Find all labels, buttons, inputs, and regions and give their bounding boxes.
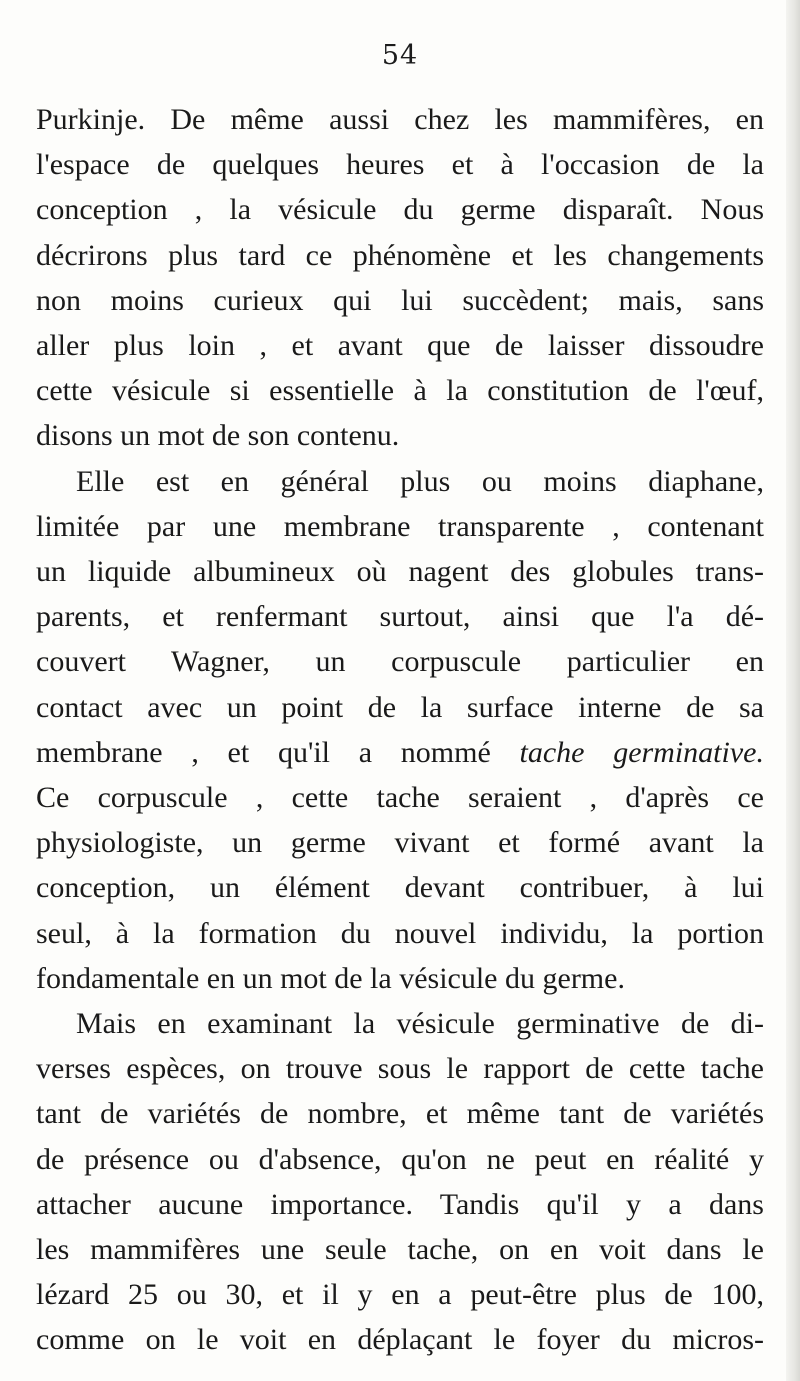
text-line: tant de variétés de nombre, et même tant de variétés [36, 1097, 764, 1131]
text-line: Ce corpuscule , cette tache seraient , d'après ce [36, 781, 764, 814]
text-line: Elle est en général plus ou moins diaphane, [76, 464, 764, 498]
text-line: verses espèces, on trouve sous le rapport de cette tache [36, 1052, 764, 1086]
text-line: décrirons plus tard ce phénomène et les changements [36, 238, 764, 272]
text-line: couvert Wagner, un corpuscule particulier en [36, 645, 764, 679]
text-line: attacher aucune importance. Tandis qu'il y a dans [36, 1187, 764, 1221]
text-line: lézard 25 ou 30, et il y en a peut-être plus de 100, [36, 1278, 764, 1312]
text-line: contact avec un point de la surface interne de sa [36, 690, 764, 724]
text-line: disons un mot de son contenu. [36, 419, 400, 453]
text-line: conception, un élément devant contribuer, à lui [36, 871, 764, 905]
text-line: un liquide albumineux où nagent des globules trans- [36, 555, 764, 588]
text-line-italic: tache germinative. [519, 735, 764, 769]
text-line: cette vésicule si essentielle à la constitution de l'œuf, [36, 374, 764, 408]
text-line: seul, à la formation du nouvel individu, la portion [36, 916, 764, 950]
text-line: Mais en examinant la vésicule germinative de di- [76, 1007, 764, 1040]
text-line: Purkinje. De même aussi chez les mammifères, en [36, 103, 764, 136]
text-line: conception , la vésicule du germe disparaît. Nous [36, 193, 764, 227]
text-line: parents, et renfermant surtout, ainsi que l'a dé- [36, 600, 764, 634]
text-line-plain: membrane , et qu'il a nommé [36, 735, 520, 769]
text-line: non moins curieux qui lui succèdent; mais, sans [36, 283, 764, 317]
text-line: aller plus loin , et avant que de laisser dissoudre [36, 329, 764, 362]
text-line [36, 733, 764, 773]
text-line: physiologiste, un germe vivant et formé avant la [36, 826, 764, 860]
page-number: 54 [381, 40, 419, 71]
text-line: limitée par une membrane transparente , contenant [36, 509, 764, 543]
text-line: comme on le voit en déplaçant le foyer du micros- [36, 1323, 764, 1357]
text-line: fondamentale en un mot de la vésicule du germe. [36, 961, 625, 995]
text-line: l'espace de quelques heures et à l'occasion de la [36, 148, 764, 182]
text-line: de présence ou d'absence, qu'on ne peut en réalité y [36, 1142, 764, 1176]
text-line: les mammifères une seule tache, on en voit dans le [36, 1233, 764, 1266]
page-edge-shadow [786, 0, 800, 1381]
